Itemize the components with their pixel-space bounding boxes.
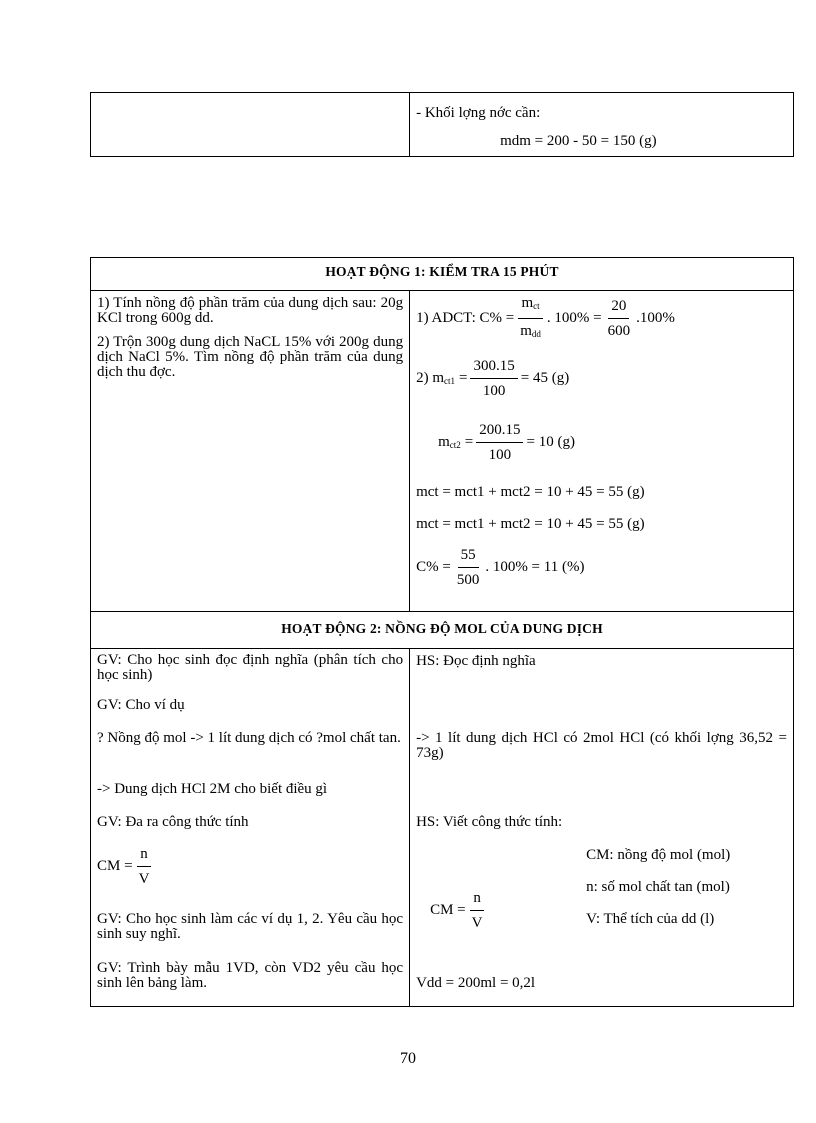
answer-concentration: C% = $\frac{55}{500}$ . 100% = 11 (%): [416, 546, 585, 588]
activity2-header-row: [91, 611, 793, 648]
teacher-step-4: GV: Cho học sinh làm các ví dụ 1, 2. Yêu cầu học sinh suy nghĩ.: [97, 911, 404, 942]
fraction-20-600: $\frac{20}{600}$: [607, 297, 631, 339]
activity2-teacher-column: [91, 649, 410, 1006]
activity2-header: HOẠT ĐỘNG 2: NỒNG ĐỘ MOL CỦA DUNG DỊCH: [281, 621, 603, 636]
question-mol: ? Nồng độ mol -> 1 lít dung dịch có ?mol chất tan.: [97, 730, 401, 746]
teacher-step-2: GV: Cho ví dụ: [97, 697, 185, 713]
teacher-step-1: GV: Cho học sinh đọc định nghĩa (phân tích cho học sinh): [97, 652, 404, 683]
question-1: 1) Tính nồng độ phần trăm của dung dịch sau: 20g KCl trong 600g dd.: [97, 295, 404, 326]
cm-formula-left: CM = $\frac{n}{V}$: [97, 846, 150, 887]
top-table-left-cell: [91, 93, 410, 156]
answer-1-formula: 1) ADCT: C% = $\frac{m_{ct}}{m_{dd}}$ . 100% = $\frac{20}{600}$ .100%: [416, 294, 787, 342]
student-step-1: HS: Đọc định nghĩa: [416, 653, 536, 669]
activity1-header-row: [91, 258, 793, 290]
water-mass-label: - Khối lợng nớc cần:: [416, 105, 541, 121]
fraction-300-15: $\frac{300.15}{100}$: [470, 357, 517, 400]
water-mass-formula: mdm = 200 - 50 = 150 (g): [500, 133, 657, 149]
student-answer-hcl: -> 1 lít dung dịch HCl có 2mol HCl (có khối lợng 36,52 = 73g): [416, 730, 787, 761]
fraction-mct-mdd: $\frac{m_{ct}}{m_{dd}}$: [520, 294, 541, 339]
top-table-right-cell: [410, 93, 793, 156]
activity1-header: HOẠT ĐỘNG 1: KIỂM TRA 15 PHÚT: [325, 264, 559, 279]
fraction-55-500: $\frac{55}{500}$: [456, 546, 480, 588]
page-number: 70: [400, 1050, 416, 1067]
answer-mct-sum-1: mct = mct1 + mct2 = 10 + 45 = 55 (g): [416, 484, 645, 500]
activity2-student-column: [410, 649, 793, 1006]
legend-cm: CM: nồng độ mol (mol): [586, 847, 731, 863]
student-step-3: HS: Viết công thức tính:: [416, 814, 563, 830]
answer-2-mct2: $m_{ct2}$ = $\frac{200.15}{100}$ = 10 (g): [438, 421, 575, 463]
volume-conversion: Vdd = 200ml = 0,2l: [416, 975, 536, 991]
activity1-answers: [410, 291, 793, 611]
cm-formula-right: CM = $\frac{n}{V}$: [430, 890, 483, 931]
teacher-step-5: GV: Trình bày mẫu 1VD, còn VD2 yêu cầu học sinh lên bảng làm.: [97, 960, 404, 991]
legend-n: n: số mol chất tan (mol): [586, 879, 730, 895]
teacher-step-3: GV: Đa ra công thức tính: [97, 814, 249, 830]
question-2: 2) Trộn 300g dung dịch NaCL 15% với 200g dung dịch NaCl 5%. Tìm nồng độ phần trăm của dung dịch thu đợc.: [97, 334, 404, 380]
legend-v: V: Thể tích của dd (l): [586, 911, 715, 927]
fraction-200-15: $\frac{200.15}{100}$: [476, 421, 523, 464]
activity1-questions: [91, 291, 410, 611]
question-hcl-2m: -> Dung dịch HCl 2M cho biết điều gì: [97, 781, 328, 797]
activity2-content-row: [91, 648, 793, 1006]
answer-mct-sum-2: mct = mct1 + mct2 = 10 + 45 = 55 (g): [416, 516, 645, 532]
activity1-content-row: [91, 290, 793, 611]
top-table: [90, 92, 794, 157]
top-table-row: [91, 93, 793, 156]
main-table: [90, 257, 794, 1007]
answer-2-mct1: 2) $m_{ct1}$ = $\frac{300.15}{100}$ = 45 (g): [416, 357, 570, 399]
